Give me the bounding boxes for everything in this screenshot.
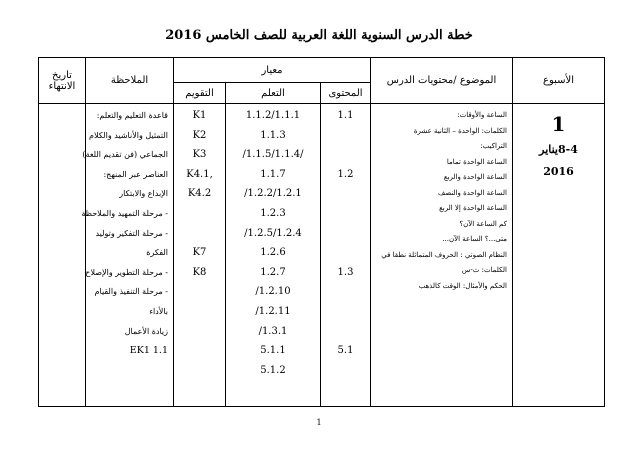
topic-line: الكلمات: ث-س [461, 266, 507, 274]
topic-line: الساعة الواحدة والربع [443, 173, 507, 181]
week-date-line2: 2016 [543, 165, 574, 178]
notes-line: زيادة الأعمال [124, 326, 168, 336]
topic-line: كم الساعة الآن؟ [459, 219, 507, 228]
notes-line: - مرحلة التطوير والإصلاح [85, 267, 168, 277]
header-end-date-line2: الانتهاء [48, 80, 76, 92]
content-line [321, 302, 370, 322]
learning-line: 1.2.6 [260, 247, 286, 259]
notes-line: - مرحلة التفكير وتوليد [95, 228, 168, 238]
header-topic: الموضوع /محتويات الدرس [371, 58, 513, 104]
header-content: المحتوى [321, 83, 371, 104]
learning-line: /1.1.5/1.1.4/ [242, 149, 304, 161]
notes-cell [81, 104, 174, 407]
notes-line: الإبداع والابتكار [119, 189, 168, 199]
assessment-line: K8 [192, 266, 207, 278]
content-line [321, 361, 370, 381]
header-assessment: التقويم [174, 83, 226, 104]
assessment-line [174, 224, 225, 244]
header-notes: الملاحظة [86, 58, 174, 104]
content-line [321, 243, 370, 263]
learning-line: 5.1.1 [260, 345, 286, 357]
topic-line: الساعة والأوقات: [457, 111, 507, 119]
header-learning: التعلم [226, 83, 321, 104]
notes-line: - مرحلة التنفيذ والقيام [94, 287, 168, 297]
notes-line: - مرحلة التمهيد والملاحظة [81, 208, 168, 218]
learning-line: /1.2.2/1.2.1 [244, 188, 302, 200]
content-line [321, 282, 370, 302]
learning-line: /1.2.10 [255, 286, 291, 298]
notes-line: EK1 1.1 [129, 345, 168, 357]
learning-cell [226, 104, 321, 407]
topic-line: الكلمات: الواحدة – الثانية عشرة [413, 126, 507, 135]
learning-line: 5.1.2 [260, 364, 286, 376]
assessment-line [174, 204, 225, 224]
header-end-date [39, 58, 86, 104]
content-line: 1.2 [337, 168, 354, 180]
learning-line: 1.2.7 [260, 266, 286, 278]
content-line [321, 322, 370, 342]
page-number: 1 [316, 418, 322, 427]
page-title: خطة الدرس السنوية اللغة العربية للصف الخامس 2016 [165, 28, 473, 43]
notes-line: بالأداء [149, 306, 168, 316]
notes-line: الجماعي (فن تقديم اللغة) [82, 150, 168, 160]
week-number: 1 [551, 112, 566, 136]
content-line [321, 126, 370, 146]
header-week: الأسبوع [513, 58, 605, 104]
assessment-cell [174, 104, 226, 407]
topic-line: التراكيب: [480, 142, 507, 150]
topic-line: النظام الصوتي : الحروف المتماثلة نطقا في [381, 250, 507, 259]
learning-line: /1.2.5/1.2.4 [244, 227, 302, 239]
learning-line: /1.2.11 [255, 305, 291, 317]
topic-cell [371, 104, 513, 407]
learning-line: 1.1.2/1.1.1 [245, 110, 301, 121]
topic-line: متى...؟ الساعة الآن... [442, 235, 507, 243]
header-end-date-line1: تاريخ [52, 69, 72, 81]
topic-line: الساعة الواحدة تماما [446, 157, 507, 166]
week-cell [513, 104, 605, 407]
assessment-line: K2 [192, 129, 207, 141]
notes-line: العناصر عبر المنهج: [103, 169, 168, 179]
topic-line: الساعة الواحدة إلا الربع [439, 204, 507, 212]
learning-line: /1.3.1 [258, 325, 288, 337]
assessment-line: K4.1, [186, 168, 213, 180]
assessment-line: K4.2 [187, 188, 212, 200]
content-line: 1.1 [337, 110, 354, 121]
content-line: 5.1 [337, 345, 354, 357]
learning-line: 1.1.7 [260, 168, 286, 180]
content-line: 1.3 [337, 266, 354, 278]
assessment-line: K7 [192, 247, 207, 259]
week-date-line1: 8-4يناير [539, 143, 578, 156]
topic-line: الساعة الواحدة والنصف [437, 188, 507, 197]
learning-line: 1.2.3 [260, 207, 286, 219]
learning-line: 1.1.3 [260, 129, 286, 141]
topic-line: الحكم والأمثال: الوقت كالذهب [418, 281, 507, 290]
content-line [321, 204, 370, 224]
notes-line: الفكرة [146, 248, 168, 258]
content-line [321, 145, 370, 165]
lesson-plan-table [38, 57, 605, 407]
assessment-line: K3 [192, 149, 207, 161]
assessment-line: K1 [192, 110, 207, 121]
end-date-cell [39, 104, 86, 407]
header-standard: معيار [174, 58, 371, 83]
notes-line: التمثيل والأناشيد والكلام [89, 130, 168, 140]
content-cell [321, 104, 371, 407]
notes-line: قاعدة التعليم والتعلم: [96, 111, 168, 120]
content-line [321, 184, 370, 204]
content-line [321, 224, 370, 244]
